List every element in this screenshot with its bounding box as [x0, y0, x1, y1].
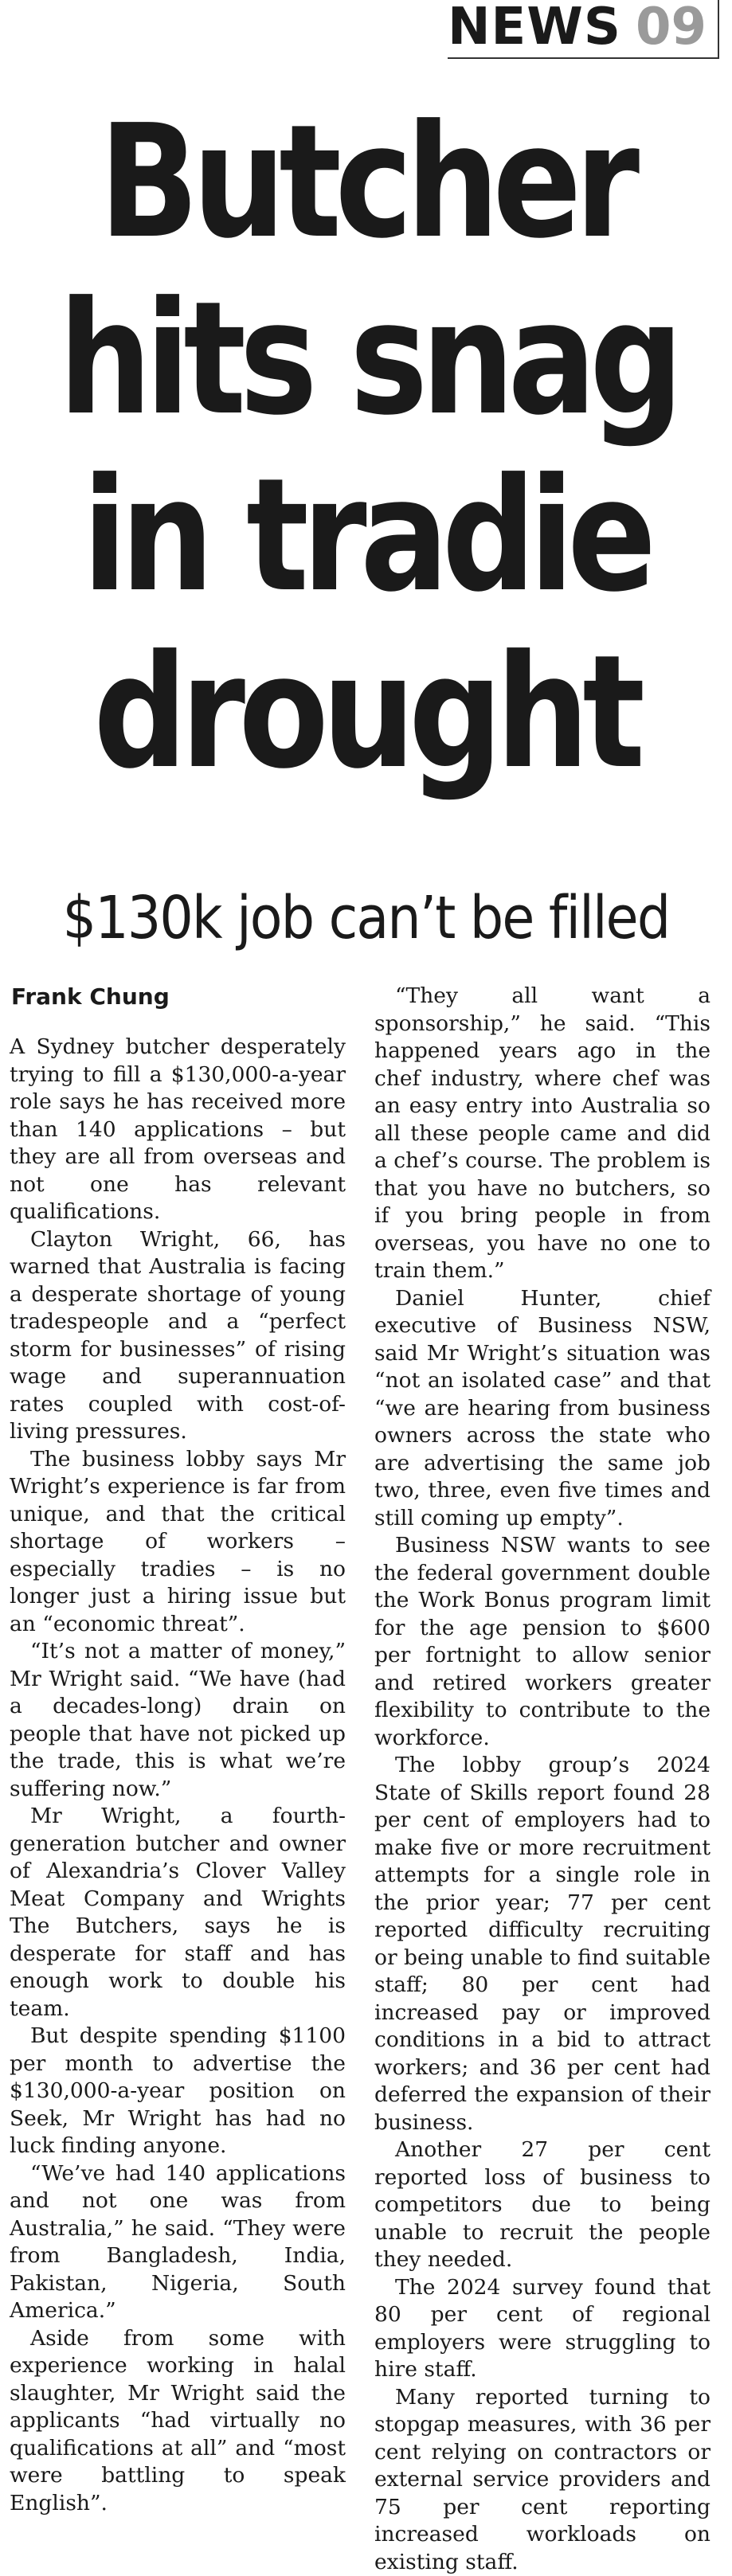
section-header	[448, 0, 719, 59]
article-paragraph: Mr Wright, a fourth-generation butcher and owner of Alexandria’s Clover Valley Meat Company and Wrights The Butchers, says he is desperate for staff and has enough work to double his team.	[10, 1803, 346, 2023]
article-paragraph: A Sydney butcher desperately trying to fill a $130,000-a-year role says he has received more than 140 applications – but they are all from overseas and not one has relevant qualifications.	[10, 1034, 346, 1226]
headline	[0, 94, 732, 801]
article-paragraph: Daniel Hunter, chief executive of Business NSW, said Mr Wright’s situation was “not an isolated case” and that “we are hearing from business owners across the state who are advertising the same job two, three, even five times and still coming up empty”.	[374, 1285, 710, 1533]
article-paragraph: “They all want a sponsorship,” he said. “This happened years ago in the chef industry, where chef was an easy entry into Australia so all these people came and did a chef’s course. The problem is that you have no butchers, so if you bring people in from overseas, you have no one to train them.”	[374, 983, 710, 1285]
article-paragraph: Clayton Wright, 66, has warned that Australia is facing a desperate shortage of young tradespeople and a “perfect storm for businesses” of rising wage and superannuation rates coupled with cost-of-living pressures.	[10, 1226, 346, 1446]
article-paragraph: Many reported turning to stopgap measures, with 36 per cent relying on contractors or external service providers and 75 per cent reporting increased workloads on existing staff.	[374, 2384, 710, 2576]
headline-line: Butcher	[59, 94, 674, 271]
article-paragraph: But despite spending $1100 per month to advertise the $130,000-a-year position on Seek, Mr Wright has had no luck finding anyone.	[10, 2023, 346, 2160]
article-paragraph: “It’s not a matter of money,” Mr Wright said. “We have (had a decades-long) drain on people that have not picked up the trade, this is what we’re suffering now.”	[10, 1638, 346, 1803]
article-paragraph: Another 27 per cent reported loss of business to competitors due to being unable to recruit the people they needed.	[374, 2136, 710, 2274]
article-paragraph: “We’ve had 140 applications and not one was from Australia,” he said. “They were from Bangladesh, India, Pakistan, Nigeria, South America.”	[10, 2160, 346, 2325]
article-column-right	[374, 983, 710, 2576]
section-name: NEWS	[448, 2, 621, 53]
headline-line: hits snag	[59, 271, 674, 448]
article-paragraph: The lobby group’s 2024 State of Skills report found 28 per cent of employers had to make five or more recruitment attempts for a single role in the prior year; 77 per cent reported difficulty recruiting or being unable to find suitable staff; 80 per cent had increased pay or improved conditions in a bid to attract workers; and 36 per cent had deferred the expansion of their business.	[374, 1752, 710, 2136]
article-paragraph: Aside from some with experience working in halal slaughter, Mr Wright said the applicants “had virtually no qualifications at all” and “most were battling to speak English”.	[10, 2325, 346, 2518]
headline-line: drought	[59, 624, 674, 801]
article-paragraph: The business lobby says Mr Wright’s experience is far from unique, and that the critical shortage of workers – especially tradies – is no longer just a hiring issue but an “economic threat”.	[10, 1446, 346, 1639]
subheadline: $130k job can’t be filled	[37, 882, 695, 954]
byline: Frank Chung	[11, 983, 170, 1011]
page-number: 09	[636, 2, 707, 53]
article-paragraph: Business NSW wants to see the federal government double the Work Bonus program limit for the age pension to $600 per fortnight to allow senior and retired workers greater flexibility to contribute to the workforce.	[374, 1532, 710, 1752]
headline-line: in tradie	[59, 448, 674, 624]
article-column-left	[10, 1034, 346, 2517]
article-paragraph: The 2024 survey found that 80 per cent of regional employers were struggling to hire staff.	[374, 2274, 710, 2384]
